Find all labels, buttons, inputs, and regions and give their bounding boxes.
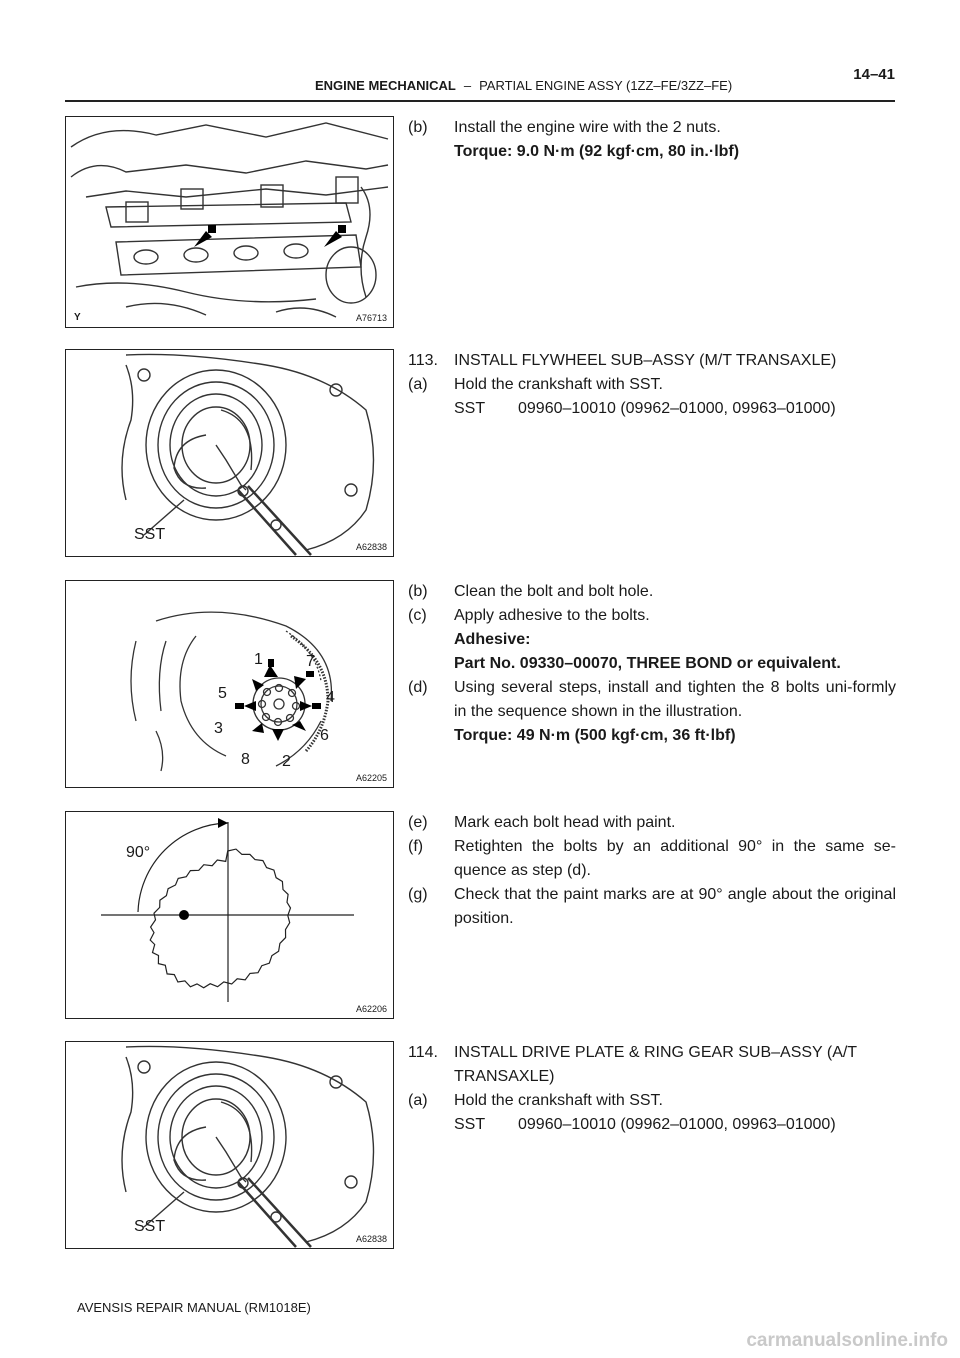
figure-code: A62205 (355, 773, 387, 783)
figure-paint-mark (65, 811, 394, 1019)
sequence-number: 4 (326, 689, 335, 706)
page-footer: AVENSIS REPAIR MANUAL (RM1018E) (77, 1300, 311, 1315)
torque-spec: Torque: 49 N·m (500 kgf·cm, 36 ft·lbf) (454, 727, 736, 744)
step-paint: (e) Mark each bolt head with paint. (f) Retighten the bolts by an additional 90° in the same se-quence as step (d). (g) Check that the paint marks are at 90° angle about the original position. (408, 814, 896, 927)
adhesive-title: Adhesive: (454, 631, 531, 648)
sequence-number: 7 (306, 653, 315, 670)
sequence-number: 6 (320, 727, 329, 744)
torque-spec: Torque: 9.0 N·m (92 kgf·cm, 80 in.·lbf) (454, 143, 740, 160)
figure-code: A76713 (355, 313, 387, 323)
step-bolts: (b) Clean the bolt and bolt hole. (c) Apply adhesive to the bolts. Adhesive: Part No. 09330–00070, THREE BOND or equivalent. (d) Using several steps, install and tighten the 8 bolts uni-formly in the sequence shown in the illustration. Torque: 49 N·m (500 kgf·cm, 36 ft·lbf) (408, 580, 896, 748)
section-title: ENGINE MECHANICAL – PARTIAL ENGINE ASSY (1ZZ–FE/3ZZ–FE) (315, 78, 733, 93)
step-engine-wire: (b) Install the engine wire with the 2 nuts. Torque: 9.0 N·m (92 kgf·cm, 80 in.·lbf) (408, 116, 896, 164)
adhesive-part: Part No. 09330–00070, THREE BOND or equivalent. (454, 655, 841, 672)
engine-wire-illustration (66, 117, 393, 327)
angle-label: 90° (126, 844, 151, 861)
figure-sst-hold-at (65, 1041, 394, 1249)
step-title: INSTALL FLYWHEEL SUB–ASSY (M/T TRANSAXLE) (454, 352, 837, 369)
sst-hold-illustration (66, 350, 393, 556)
sequence-number: 3 (214, 720, 223, 737)
watermark: carmanualsonline.info (746, 1330, 948, 1351)
sequence-number: 1 (254, 651, 263, 668)
figure-code: A62838 (355, 1234, 387, 1244)
step-114: 114. INSTALL DRIVE PLATE & RING GEAR SUB–ASSY (A/T TRANSAXLE) (a) Hold the crankshaft with SST. SST 09960–10010 (09962–01000, 09963–01000) (408, 1041, 896, 1137)
sst-label: SST (134, 526, 166, 543)
step-title: INSTALL DRIVE PLATE & RING GEAR SUB–ASSY (A/T TRANSAXLE) (454, 1044, 857, 1085)
page-number: 14–41 (853, 66, 895, 83)
sequence-number: 2 (282, 753, 291, 770)
page-header (65, 66, 895, 102)
bolt-sequence-illustration (66, 581, 393, 787)
figure-code: A62838 (355, 542, 387, 552)
sequence-number: 8 (241, 751, 250, 768)
header-rule (65, 100, 895, 102)
figure-code: A62206 (355, 1004, 387, 1014)
figure-engine-wire (65, 116, 394, 328)
paint-mark-illustration (66, 812, 393, 1018)
figure-bolt-sequence (65, 580, 394, 788)
sst-hold-at-illustration (66, 1042, 393, 1248)
sst-label: SST (134, 1218, 166, 1235)
figure-sst-hold (65, 349, 394, 557)
figure-note: Y (74, 312, 81, 323)
sst-spec: SST 09960–10010 (09962–01000, 09963–01000) (454, 1116, 836, 1133)
sst-spec: SST 09960–10010 (09962–01000, 09963–01000) (454, 400, 836, 417)
sequence-number: 5 (218, 685, 227, 702)
step-113: 113. INSTALL FLYWHEEL SUB–ASSY (M/T TRANSAXLE) (a) Hold the crankshaft with SST. SST 09960–10010 (09962–01000, 09963–01000) (408, 349, 896, 421)
